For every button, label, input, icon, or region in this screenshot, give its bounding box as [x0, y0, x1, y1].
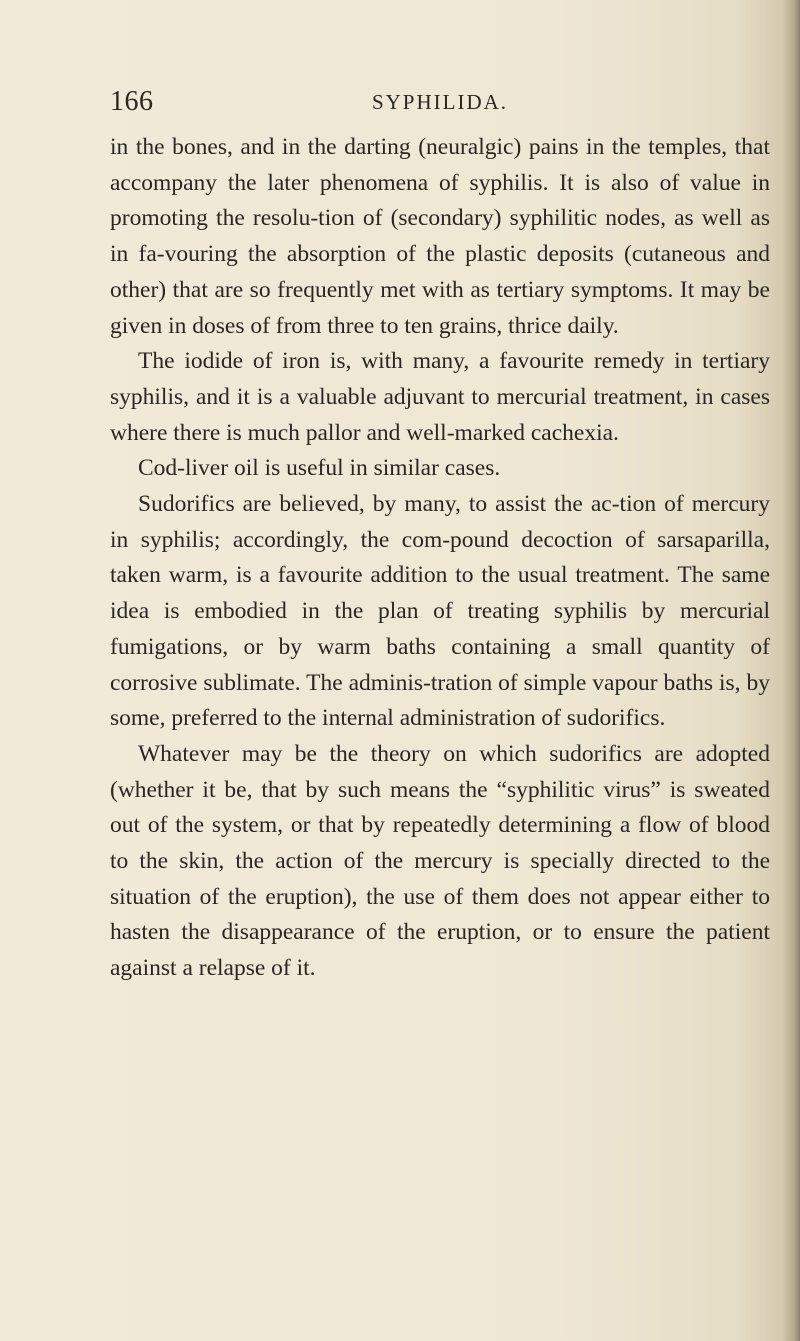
paragraph-iodide-of-iron: The iodide of iron is, with many, a favourite remedy in tertiary syphilis, and it is a valuable adjuvant to mercurial treatment, in cases where there is much pallor and well-marked cachexia.	[110, 348, 770, 446]
page-header	[110, 86, 770, 126]
paragraph-sudorifics: Sudorifics are believed, by many, to assist the ac-tion of mercury in syphilis; accordingly, the com-pound decoction of sarsaparilla, taken warm, is a favourite addition to the usual treatment. The same idea is embodied in the plan of treating syphilis by mercurial fumigations, or by warm baths containing a small quantity of corrosive sublimate. The adminis-tration of simple vapour baths is, by some, preferred to the internal administration of sudorifics.	[110, 491, 770, 732]
paragraph-cod-liver-oil: Cod-liver oil is useful in similar cases.	[138, 455, 501, 482]
body-text	[110, 130, 770, 987]
paragraph-continued: in the bones, and in the darting (neuralgic) pains in the temples, that accompany the later phenomena of syphilis. It is also of value in promoting the resolu-tion of (secondary) syphilitic nodes, as well as in fa-vouring the absorption of the plastic deposits (cutaneous and other) that are so frequently met with as tertiary symptoms. It may be given in doses of from three to ten grains, thrice daily.	[110, 134, 770, 339]
paragraph-theory: Whatever may be the theory on which sudorifics are adopted (whether it be, that by such means the “syphilitic virus” is sweated out of the system, or that by repeatedly determining a flow of blood to the skin, the action of the mercury is specially directed to the situation of the eruption), the use of them does not appear either to hasten the disappearance of the eruption, or to ensure the patient against a relapse of it.	[110, 740, 770, 982]
running-head: SYPHILIDA.	[371, 90, 509, 114]
page-number: 166	[110, 86, 154, 117]
page-edge-shadow	[782, 0, 800, 1341]
